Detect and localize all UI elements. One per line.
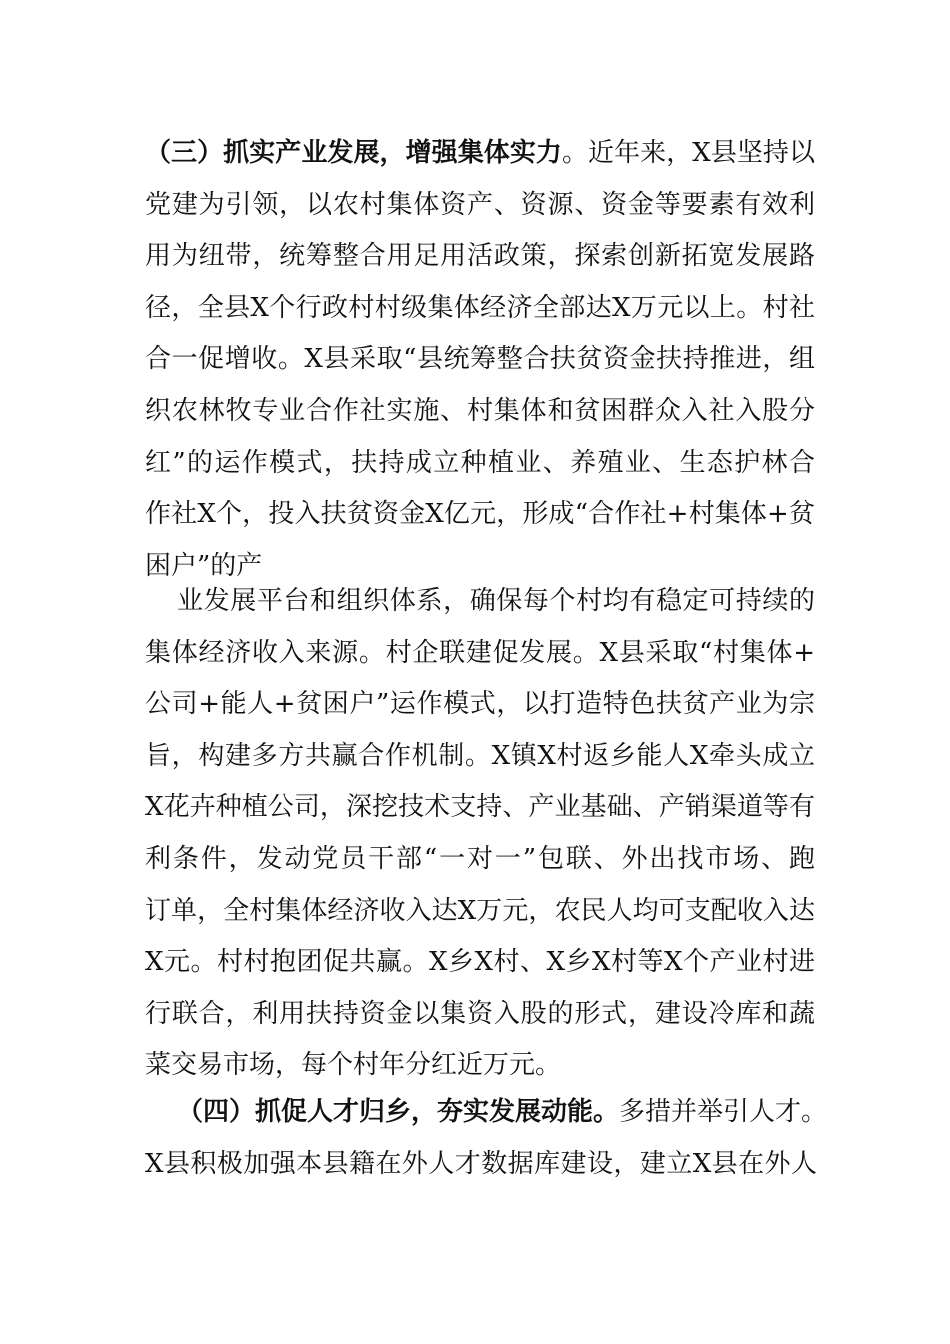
paragraph-line: 织农林牧专业合作社实施、村集体和贫困群众入社入股分 <box>145 395 815 426</box>
paragraph-line: 行联合，利用扶持资金以集资入股的形式，建设冷库和蔬 <box>145 998 815 1029</box>
section-3-continuation-paragraph <box>145 576 815 1092</box>
paragraph-line: 订单，全村集体经济收入达X万元，农民人均可支配收入达 <box>145 895 815 926</box>
paragraph-line: 业发展平台和组织体系，确保每个村均有稳定可持续的 <box>177 586 815 616</box>
paragraph-line: 红”的运作模式，扶持成立种植业、养殖业、生态护林合 <box>145 447 815 478</box>
paragraph-line: 公司+能人+贫困户”运作模式，以打造特色扶贫产业为宗 <box>145 689 815 720</box>
section-4-paragraph <box>145 1087 828 1190</box>
paragraph-line: 利条件，发动党员干部“一对一”包联、外出找市场、跑 <box>145 843 815 874</box>
paragraph-line: 作社X个，投入扶贫资金X亿元，形成“合作社+村集体+贫 <box>145 499 815 530</box>
section-4-heading: （四）抓促人才归乡，夯实发展动能。 <box>177 1097 620 1127</box>
section-3-paragraph <box>145 128 815 592</box>
section-3-heading: （三）抓实产业发展，增强集体实力 <box>145 138 562 168</box>
paragraph-line: 用为纽带，统筹整合用足用活政策，探索创新拓宽发展路 <box>145 241 815 272</box>
paragraph-line: 菜交易市场，每个村年分红近万元。 <box>145 1050 562 1081</box>
paragraph-text: 多措并举引人才。 <box>619 1097 828 1127</box>
paragraph-line: X县积极加强本县籍在外人才数据库建设，建立X县在外人 <box>145 1148 817 1179</box>
paragraph-line: X元。村村抱团促共赢。X乡X村、X乡X村等X个产业村进 <box>145 947 815 978</box>
paragraph-line: X花卉种植公司，深挖技术支持、产业基础、产销渠道等有 <box>145 792 815 823</box>
paragraph-line: 党建为引领，以农村集体资产、资源、资金等要素有效利 <box>145 189 815 220</box>
paragraph-line <box>145 1087 828 1139</box>
paragraph-line: 合一促增收。X县采取“县统筹整合扶贫资金扶持推进，组 <box>145 344 815 375</box>
paragraph-line: 困户”的产 <box>145 550 263 581</box>
paragraph-line: 径，全县X个行政村村级集体经济全部达X万元以上。村社 <box>145 292 815 323</box>
paragraph-text: 。近年来，X县坚持以 <box>561 138 815 168</box>
paragraph-line: 集体经济收入来源。村企联建促发展。X县采取“村集体+ <box>145 637 815 668</box>
paragraph-line: 旨，构建多方共赢合作机制。X镇X村返乡能人X牵头成立 <box>145 740 815 771</box>
paragraph-line <box>145 128 815 180</box>
